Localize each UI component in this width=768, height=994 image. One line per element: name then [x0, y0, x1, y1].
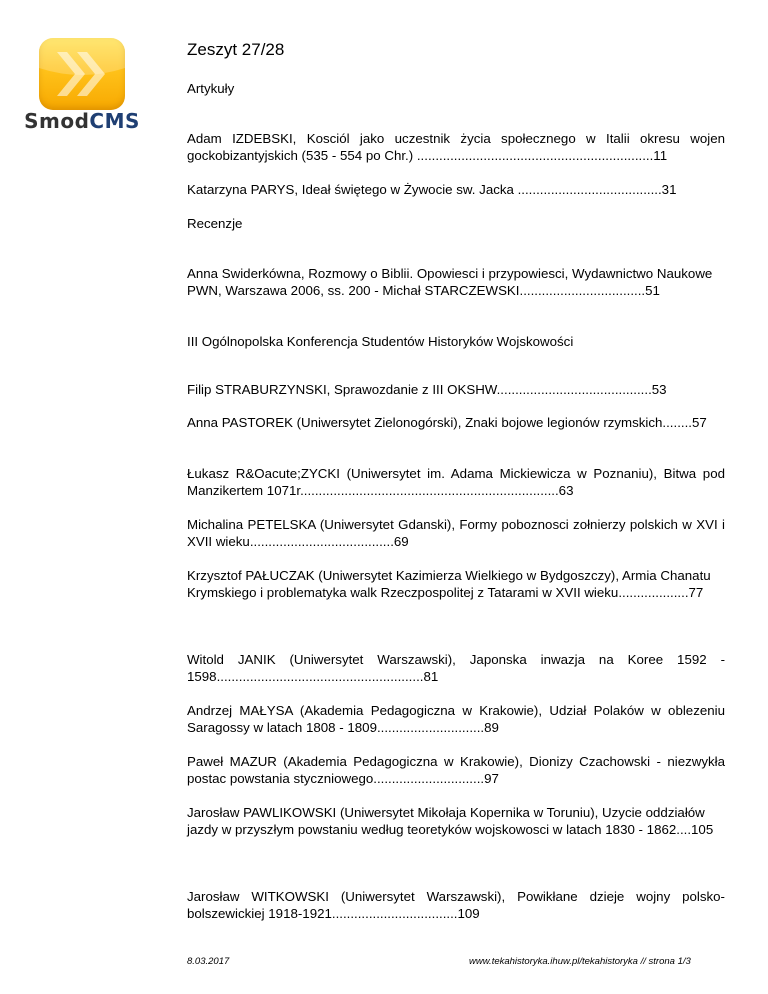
toc-entry-text-continued: Krymskiego i problematyka walk Rzeczpospolitej z Tatarami w XVII wieku...................77 [187, 585, 704, 600]
section-heading-reviews-text: Recenzje [187, 216, 243, 231]
toc-entry-text: Jarosław WITKOWSKI (Uniwersytet Warszawski), Powikłane dzieje wojny polsko-bolszewickiej 1918-1921..................................109 [187, 889, 725, 921]
toc-entry-text: Paweł MAZUR (Akademia Pedagogiczna w Krakowie), Dionizy Czachowski - niezwykła postac powstania styczniowego..............................97 [187, 754, 725, 786]
toc-entry-text: Witold JANIK (Uniwersytet Warszawski), Japonska inwazja na Koree 1592 - 1598........................................................81 [187, 652, 725, 684]
logo-wordmark-part1: Smod [24, 109, 90, 133]
toc-entry-text: Michalina PETELSKA (Uniwersytet Gdanski), Formy poboznosci zołnierzy polskich w XVI i XVII wieku.......................................69 [187, 517, 725, 549]
toc-entry [187, 516, 725, 550]
toc-entry-text: Anna Swiderkówna, Rozmowy o Biblii. Opowiesci i przypowiesci, Wydawnictwo Naukowe [187, 266, 713, 281]
toc-entry-text-continued: PWN, Warszawa 2006, ss. 200 - Michał STARCZEWSKI..................................51 [187, 283, 660, 298]
smodcms-logo [17, 38, 147, 132]
toc-entry [187, 804, 725, 838]
toc-entry [187, 651, 725, 685]
page-title: Zeszyt 27/28 [187, 40, 285, 59]
toc-entry-text: Łukasz R&Oacute;ZYCKI (Uniwersytet im. Adama Mickiewicza w Poznaniu), Bitwa pod Manzikertem 1071r......................................................................63 [187, 466, 725, 498]
toc-entry-text: Krzysztof PAŁUCZAK (Uniwersytet Kazimierza Wielkiego w Bydgoszczy), Armia Chanatu [187, 568, 711, 583]
toc-entry [187, 702, 725, 736]
toc-entry [187, 567, 725, 601]
section-heading-articles [187, 80, 725, 97]
toc-entry-text: Jarosław PAWLIKOWSKI (Uniwersytet Mikołaja Kopernika w Toruniu), Uzycie oddziałów [187, 805, 705, 820]
toc-entry-text: Katarzyna PARYS, Ideał świętego w Żywocie sw. Jacka .......................................31 [187, 182, 677, 197]
toc-entry-text: Filip STRABURZYNSKI, Sprawozdanie z III OKSHW..........................................53 [187, 382, 667, 397]
toc-entry [187, 753, 725, 787]
logo-wordmark [17, 110, 147, 132]
toc-entry-text: Anna PASTOREK (Uniwersytet Zielonogórski), Znaki bojowe legionów rzymskich........57 [187, 415, 707, 430]
section-heading-conference [187, 333, 725, 350]
smodcms-chevrons-icon [39, 38, 125, 110]
toc-entry [187, 414, 725, 431]
toc-entry [187, 888, 725, 922]
section-heading-articles-text: Artykuły [187, 81, 235, 96]
footer-source: www.tekahistoryka.ihuw.pl/tekahistoryka // strona 1/3 [469, 956, 691, 967]
toc-entry [187, 465, 725, 499]
toc-entry [187, 265, 725, 299]
section-heading-conference-text: III Ogólnopolska Konferencja Studentów Historyków Wojskowości [187, 334, 574, 349]
toc-entry-text: Adam IZDEBSKI, Kosciól jako uczestnik życia społecznego w Italii okresu wojen gockobizantyjskich (535 - 554 po Chr.) ................................................................11 [187, 131, 725, 163]
toc-entry [187, 381, 725, 398]
logo-wordmark-part2: CMS [89, 109, 140, 133]
toc-entry-text-continued: jazdy w przyszłym powstaniu według teoretyków wojskowosci w latach 1830 - 1862....105 [187, 822, 714, 837]
toc-entry-text: Andrzej MAŁYSA (Akademia Pedagogiczna w Krakowie), Udział Polaków w oblezeniu Saragossy w latach 1808 - 1809.............................89 [187, 703, 725, 735]
toc-entry [187, 181, 725, 198]
section-heading-reviews [187, 215, 725, 232]
toc-entry [187, 130, 725, 164]
footer-date: 8.03.2017 [187, 956, 230, 967]
